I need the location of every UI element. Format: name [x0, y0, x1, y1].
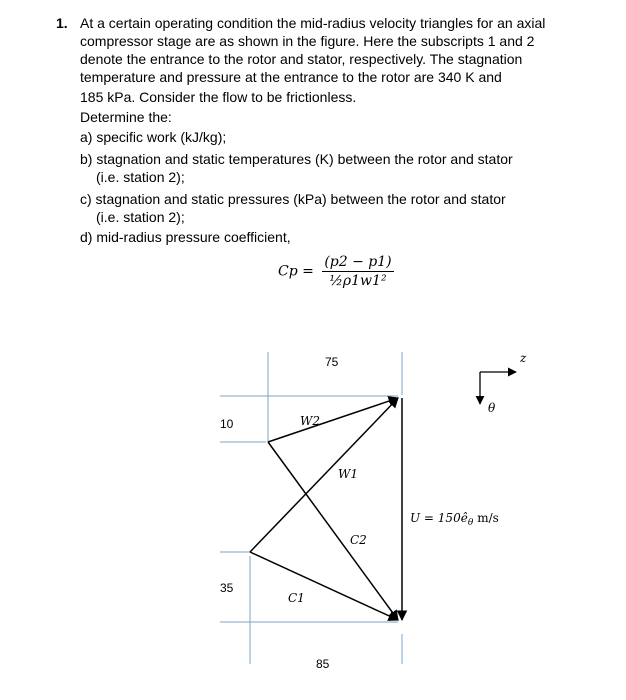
intro-line: 185 kPa. Consider the flow to be frictionless.	[80, 89, 357, 105]
u-label-text: U = 150ê	[410, 511, 468, 525]
problem-number: 1.	[56, 15, 68, 31]
formula-lhs: Cp =	[278, 263, 314, 280]
intro-line: At a certain operating condition the mid-radius velocity triangles for an axial	[80, 15, 546, 31]
u-label-sub: θ	[467, 518, 474, 528]
item-c-line2: (i.e. station 2);	[96, 209, 185, 225]
velocity-vectors	[250, 398, 402, 620]
formula-numerator: (p2 − p1)	[324, 254, 392, 270]
u-label-unit: m/s	[477, 511, 499, 525]
axis-theta-label: θ	[488, 401, 496, 415]
c1-label: C1	[288, 591, 305, 605]
w2-label: W2	[300, 414, 320, 428]
w1-vector	[250, 398, 398, 552]
c2-label: C2	[350, 533, 367, 547]
item-b-line1: b) stagnation and static temperatures (K) between the rotor and stator	[80, 151, 513, 167]
formula-denominator: ½ρ1w1²	[329, 273, 387, 289]
determine-heading: Determine the:	[80, 109, 172, 125]
label-85: 85	[316, 657, 330, 671]
intro-line: denote the entrance to the rotor and stator, respectively. The stagnation	[80, 51, 523, 67]
intro-line: compressor stage are as shown in the figure. Here the subscripts 1 and 2	[80, 33, 535, 49]
label-35: 35	[220, 581, 234, 595]
item-a: a) specific work (kJ/kg);	[80, 129, 227, 145]
coordinate-axes	[480, 372, 516, 404]
w1-label: W1	[338, 467, 358, 481]
guide-lines	[220, 352, 402, 664]
item-c-line1: c) stagnation and static pressures (kPa) between the rotor and stator	[80, 191, 506, 207]
item-d: d) mid-radius pressure coefficient,	[80, 229, 291, 245]
intro-line: temperature and pressure at the entrance to the rotor are 340 K and	[80, 69, 502, 85]
label-10: 10	[220, 417, 234, 431]
c1-vector	[250, 552, 398, 620]
label-75: 75	[325, 355, 339, 369]
axis-z-label: z	[520, 351, 527, 365]
item-b-line2: (i.e. station 2);	[96, 169, 185, 185]
u-label	[410, 511, 499, 528]
w2-vector	[268, 398, 398, 442]
